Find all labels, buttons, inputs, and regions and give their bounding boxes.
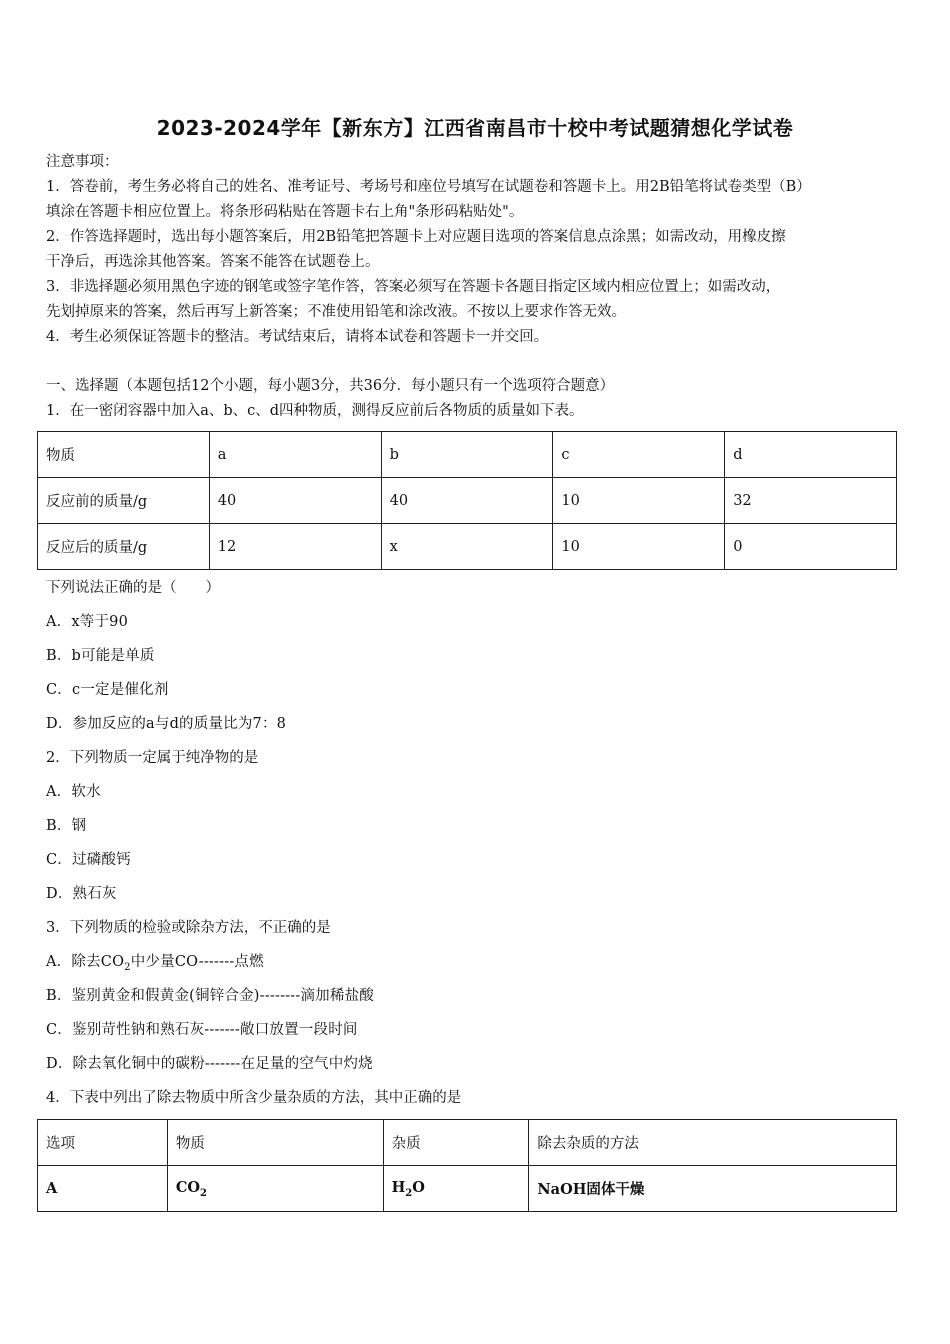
table-cell: A — [38, 1166, 168, 1212]
question-2-stem: 2．下列物质一定属于纯净物的是 — [46, 750, 259, 766]
option-text: A．除去CO — [46, 954, 125, 970]
question-1-table — [37, 431, 897, 570]
notice-line: 先划掉原来的答案，然后再写上新答案；不准使用铅笔和涂改液。不按以上要求作答无效。 — [46, 304, 626, 320]
table-cell — [167, 1166, 383, 1212]
option-d: D．除去氧化铜中的碳粉-------在足量的空气中灼烧 — [46, 1056, 373, 1072]
section-heading: 一、选择题（本题包括12个小题，每小题3分，共36分．每小题只有一个选项符合题意） — [46, 378, 615, 394]
table-cell: 32 — [725, 478, 897, 524]
option-text: 中少量CO-------点燃 — [130, 954, 264, 970]
question-1-stem: 1．在一密闭容器中加入a、b、c、d四种物质，测得反应前后各物质的质量如下表。 — [46, 403, 584, 419]
table-cell: b — [381, 432, 553, 478]
table-header: 除去杂质的方法 — [529, 1120, 897, 1166]
cell-text: H — [391, 1178, 406, 1196]
option-d: D．参加反应的a与d的质量比为7：8 — [46, 716, 287, 732]
table-header: 物质 — [167, 1120, 383, 1166]
option-d: D．熟石灰 — [46, 886, 117, 902]
table-cell: a — [209, 432, 381, 478]
exam-title: 2023-2024学年【新东方】江西省南昌市十校中考试题猜想化学试卷 — [156, 116, 794, 140]
option-b: B．钢 — [46, 818, 87, 834]
notice-heading: 注意事项： — [46, 154, 119, 170]
table-cell: d — [725, 432, 897, 478]
option-b: B．b可能是单质 — [46, 648, 155, 664]
table-cell: 12 — [209, 524, 381, 570]
table-cell: 反应后的质量/g — [38, 524, 210, 570]
subscript: 2 — [405, 1187, 413, 1199]
table-cell: 0 — [725, 524, 897, 570]
notice-line: 1．答卷前，考生务必将自己的姓名、准考证号、考场号和座位号填写在试题卷和答题卡上。用2B铅笔将试卷类型（B） — [46, 179, 811, 195]
table-row — [38, 1120, 897, 1166]
table-cell: c — [553, 432, 725, 478]
cell-text: CO — [175, 1178, 201, 1196]
notice-line: 2．作答选择题时，选出每小题答案后，用2B铅笔把答题卡上对应题目选项的答案信息点涂黑；如需改动，用橡皮擦 — [46, 229, 786, 245]
question-1-prompt: 下列说法正确的是（ ） — [46, 580, 220, 596]
option-a — [46, 952, 264, 978]
table-cell: 反应前的质量/g — [38, 478, 210, 524]
notice-line: 填涂在答题卡相应位置上。将条形码粘贴在答题卡右上角"条形码粘贴处"。 — [46, 204, 524, 220]
option-a: A．软水 — [46, 784, 101, 800]
question-3-stem: 3．下列物质的检验或除杂方法，不正确的是 — [46, 920, 331, 936]
option-a: A．x等于90 — [46, 614, 128, 630]
table-row — [38, 478, 897, 524]
table-row — [38, 1166, 897, 1212]
notice-line: 干净后，再选涂其他答案。答案不能答在试题卷上。 — [46, 254, 380, 270]
question-4-table — [37, 1119, 897, 1212]
option-c: C．c一定是催化剂 — [46, 682, 169, 698]
table-cell: NaOH固体干燥 — [529, 1166, 897, 1212]
option-c: C．过磷酸钙 — [46, 852, 131, 868]
notice-line: 4．考生必须保证答题卡的整洁。考试结束后，请将本试卷和答题卡一并交回。 — [46, 329, 549, 345]
table-cell: 物质 — [38, 432, 210, 478]
subscript: 2 — [124, 961, 131, 973]
option-b: B．鉴别黄金和假黄金(铜锌合金)--------滴加稀盐酸 — [46, 988, 374, 1004]
option-c: C．鉴别苛性钠和熟石灰-------敞口放置一段时间 — [46, 1022, 358, 1038]
table-row — [38, 432, 897, 478]
subscript: 2 — [200, 1187, 207, 1199]
table-cell: 10 — [553, 478, 725, 524]
table-header: 杂质 — [383, 1120, 529, 1166]
table-cell: x — [381, 524, 553, 570]
question-4-stem: 4．下表中列出了除去物质中所含少量杂质的方法，其中正确的是 — [46, 1090, 462, 1106]
table-header: 选项 — [38, 1120, 168, 1166]
table-cell: 10 — [553, 524, 725, 570]
notice-line: 3．非选择题必须用黑色字迹的钢笔或签字笔作答，答案必须写在答题卡各题目指定区域内相应位置上；如需改动， — [46, 279, 781, 295]
table-cell: 40 — [381, 478, 553, 524]
table-row — [38, 524, 897, 570]
table-cell: 40 — [209, 478, 381, 524]
cell-text: O — [412, 1178, 425, 1196]
table-cell — [383, 1166, 529, 1212]
